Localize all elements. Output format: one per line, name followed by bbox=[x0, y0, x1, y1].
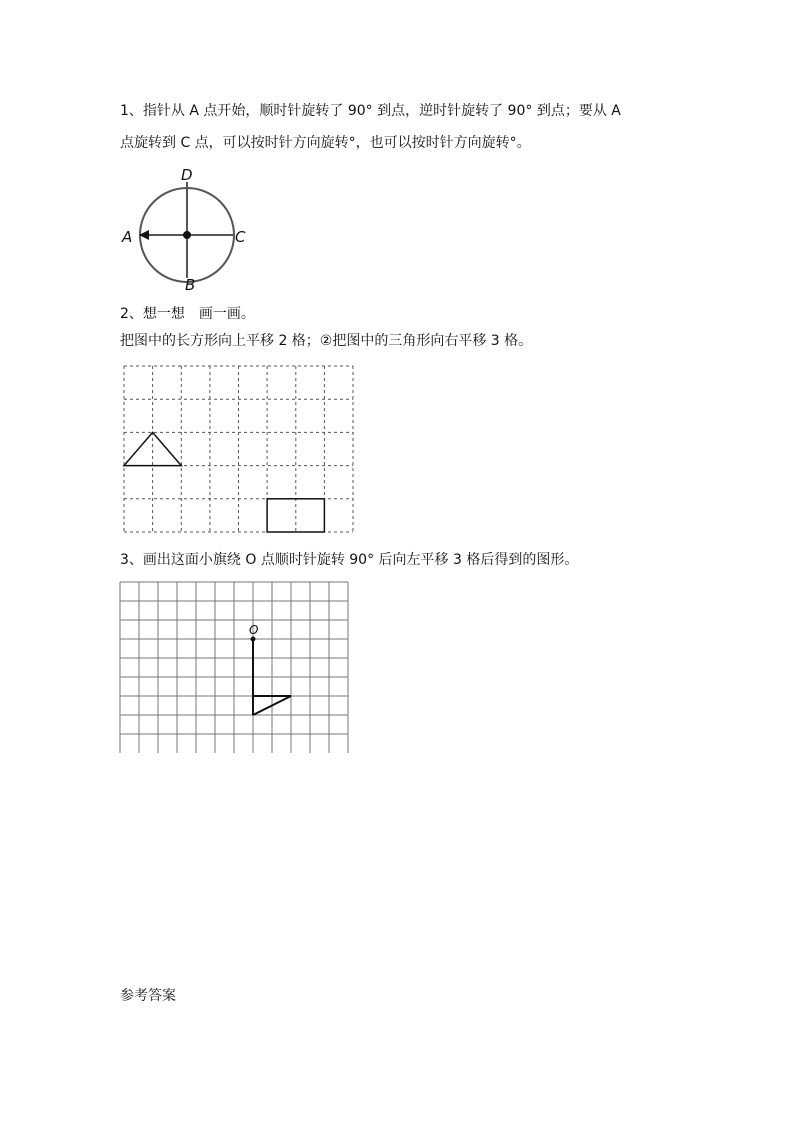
q3-label-o: O bbox=[249, 623, 259, 637]
q2-rectangle bbox=[267, 499, 324, 532]
answers-heading: 参考答案 bbox=[120, 988, 176, 1004]
q2-dashed-grid bbox=[124, 366, 353, 532]
q1-circle-figure bbox=[115, 163, 255, 293]
q1-line-2: 点旋转到 C 点，可以按时针方向旋转°，也可以按时针方向旋转°。 bbox=[120, 135, 531, 151]
q2-heading: 2、想一想 画一画。 bbox=[120, 306, 255, 322]
q3-grid-figure bbox=[118, 580, 353, 755]
q1-center-dot bbox=[183, 231, 191, 239]
q3-point-o bbox=[251, 637, 256, 642]
q2-dashed-grid-figure bbox=[120, 362, 360, 537]
q1-label-c: C bbox=[235, 228, 246, 246]
q2-instruction: 把图中的长方形向上平移 2 格；②把图中的三角形向右平移 3 格。 bbox=[120, 333, 533, 349]
q3-instruction: 3、画出这面小旗绕 O 点顺时针旋转 90° 后向左平移 3 格后得到的图形。 bbox=[120, 552, 579, 568]
q1-label-a: A bbox=[122, 228, 133, 246]
q1-label-d: D bbox=[181, 166, 193, 184]
q3-grid bbox=[120, 582, 348, 753]
q1-label-b: B bbox=[185, 276, 196, 293]
q1-line-1: 1、指针从 A 点开始，顺时针旋转了 90° 到点，逆时针旋转了 90° 到点；要从 A bbox=[120, 103, 621, 119]
q2-triangle bbox=[124, 432, 181, 465]
